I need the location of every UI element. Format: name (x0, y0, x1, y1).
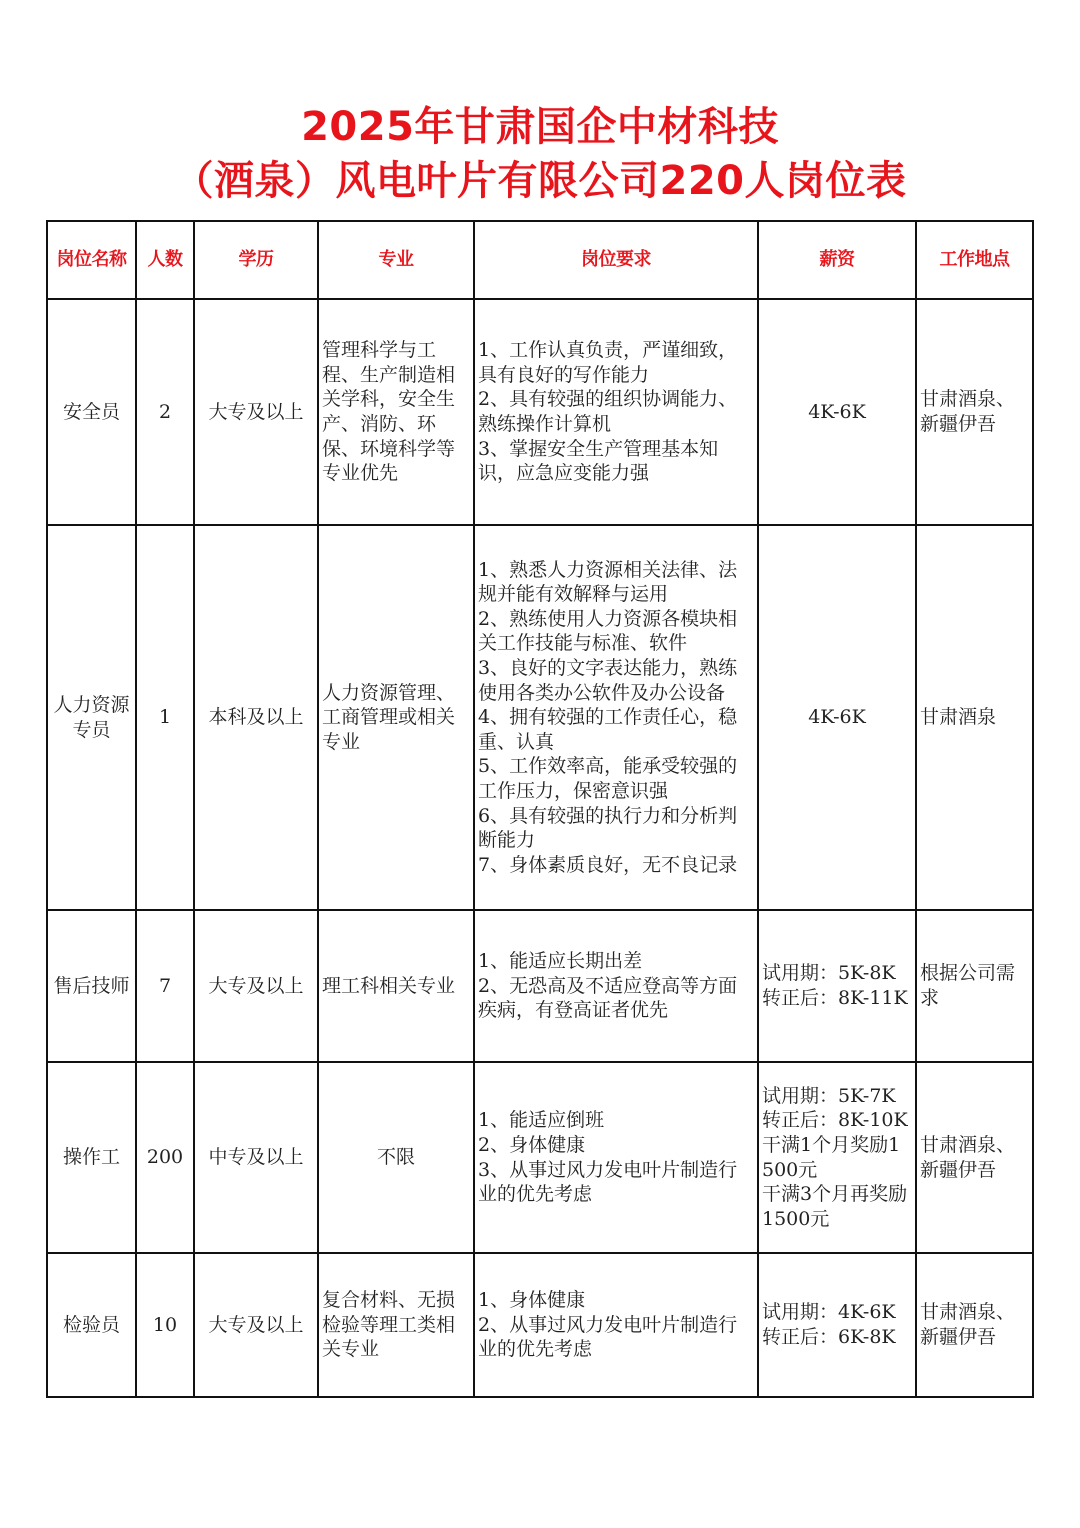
table-row (47, 1062, 1033, 1253)
cell-location: 甘肃酒泉、新疆伊吾 (916, 1253, 1033, 1397)
cell-education: 大专及以上 (194, 1253, 318, 1397)
table-row (47, 299, 1033, 525)
cell-requirements: 1、工作认真负责，严谨细致，具有良好的写作能力 2、具有较强的组织协调能力、熟练操作计算机 3、掌握安全生产管理基本知识，应急应变能力强 (474, 299, 758, 525)
cell-count: 7 (136, 910, 194, 1062)
cell-major: 不限 (318, 1062, 474, 1253)
table-row (47, 1253, 1033, 1397)
cell-position: 售后技师 (47, 910, 136, 1062)
table-header-row (47, 221, 1033, 299)
title-line-2: （酒泉）风电叶片有限公司220人岗位表 (173, 158, 907, 204)
cell-count: 1 (136, 525, 194, 910)
cell-location: 甘肃酒泉 (916, 525, 1033, 910)
header-position: 岗位名称 (47, 221, 136, 299)
page-title (0, 100, 1080, 208)
cell-education: 本科及以上 (194, 525, 318, 910)
cell-education: 大专及以上 (194, 910, 318, 1062)
header-location: 工作地点 (916, 221, 1033, 299)
table-row (47, 525, 1033, 910)
cell-location: 甘肃酒泉、新疆伊吾 (916, 299, 1033, 525)
cell-salary: 试用期：5K-8K 转正后：8K-11K (758, 910, 916, 1062)
cell-requirements: 1、能适应长期出差 2、无恐高及不适应登高等方面疾病，有登高证者优先 (474, 910, 758, 1062)
cell-major: 理工科相关专业 (318, 910, 474, 1062)
header-education: 学历 (194, 221, 318, 299)
cell-requirements: 1、能适应倒班 2、身体健康 3、从事过风力发电叶片制造行业的优先考虑 (474, 1062, 758, 1253)
cell-location: 根据公司需求 (916, 910, 1033, 1062)
cell-count: 2 (136, 299, 194, 525)
cell-salary: 4K-6K (758, 299, 916, 525)
header-count: 人数 (136, 221, 194, 299)
cell-major: 复合材料、无损检验等理工类相关专业 (318, 1253, 474, 1397)
cell-requirements: 1、熟悉人力资源相关法律、法规并能有效解释与运用 2、熟练使用人力资源各模块相关工作技能与标准、软件 3、良好的文字表达能力，熟练使用各类办公软件及办公设备 4、拥有较强的工作责任心，稳重、认真 5、工作效率高，能承受较强的工作压力，保密意识强 6、具有较强的执行力和分析判断能力 7、身体素质良好，无不良记录 (474, 525, 758, 910)
cell-major: 管理科学与工程、生产制造相关学科，安全生产、消防、环保、环境科学等专业优先 (318, 299, 474, 525)
cell-education: 大专及以上 (194, 299, 318, 525)
cell-position: 检验员 (47, 1253, 136, 1397)
header-requirements: 岗位要求 (474, 221, 758, 299)
cell-position: 安全员 (47, 299, 136, 525)
cell-salary: 试用期：5K-7K 转正后：8K-10K 干满1个月奖励1500元 干满3个月再奖励1500元 (758, 1062, 916, 1253)
cell-requirements: 1、身体健康 2、从事过风力发电叶片制造行业的优先考虑 (474, 1253, 758, 1397)
job-table (46, 220, 1034, 1398)
header-salary: 薪资 (758, 221, 916, 299)
cell-location: 甘肃酒泉、新疆伊吾 (916, 1062, 1033, 1253)
cell-salary: 试用期：4K-6K 转正后：6K-8K (758, 1253, 916, 1397)
cell-count: 10 (136, 1253, 194, 1397)
header-major: 专业 (318, 221, 474, 299)
cell-salary: 4K-6K (758, 525, 916, 910)
cell-position: 人力资源专员 (47, 525, 136, 910)
cell-education: 中专及以上 (194, 1062, 318, 1253)
cell-position: 操作工 (47, 1062, 136, 1253)
cell-major: 人力资源管理、工商管理或相关专业 (318, 525, 474, 910)
table-row (47, 910, 1033, 1062)
title-line-1: 2025年甘肃国企中材科技 (301, 104, 779, 150)
cell-count: 200 (136, 1062, 194, 1253)
